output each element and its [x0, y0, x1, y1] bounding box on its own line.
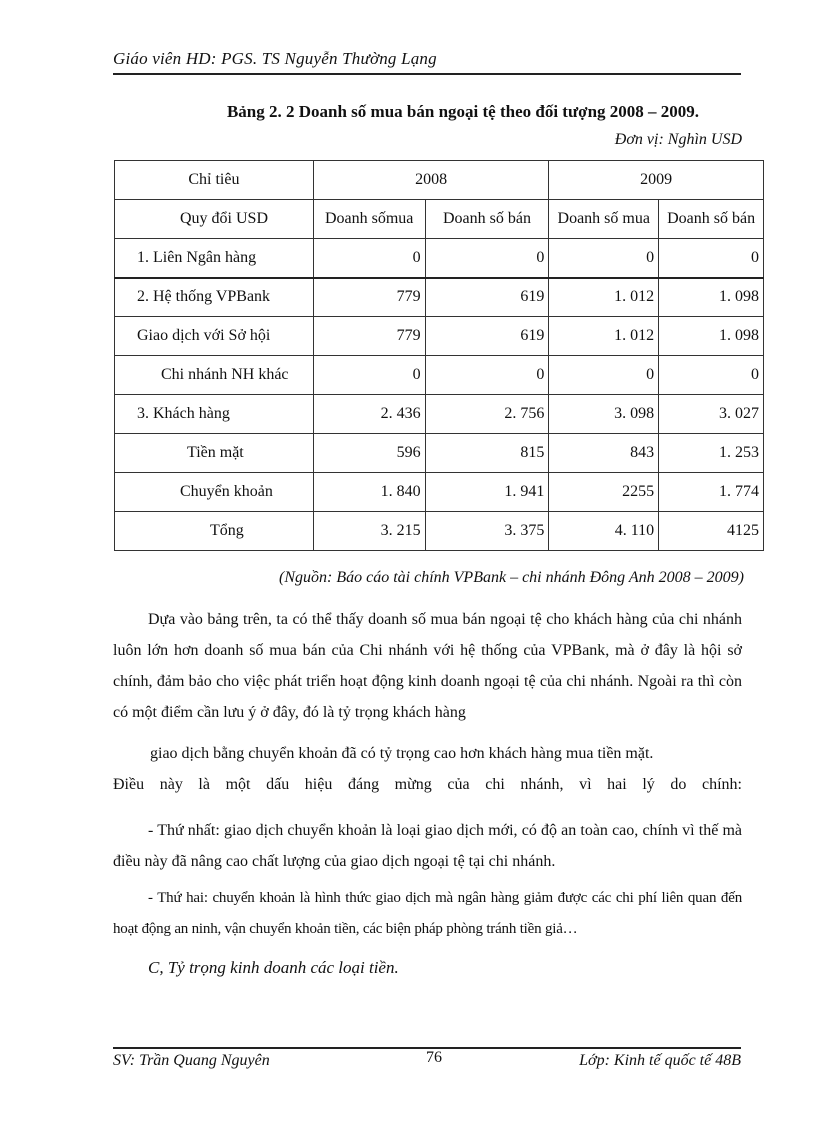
cell: 1. 098: [659, 317, 764, 356]
cell: 619: [425, 278, 549, 317]
cell: 0: [425, 356, 549, 395]
cell: 0: [659, 239, 764, 278]
table-row: [115, 317, 764, 356]
cell: 1. 840: [313, 473, 425, 512]
paragraph-line: giao dịch bằng chuyển khoản đã có tỷ trọng cao hơn khách hàng mua tiền mặt.: [150, 745, 654, 762]
paragraph: - Thứ hai: chuyển khoản là hình thức giao dịch mà ngân hàng giảm được các chi phí liên quan đến hoạt động an ninh, vận chuyển khoản tiền, các biện pháp phòng tránh tiền giả…: [113, 890, 742, 937]
row-label: Tổng: [115, 512, 314, 551]
cell: 1. 098: [659, 278, 764, 317]
table-row: [115, 356, 764, 395]
cell: 596: [313, 434, 425, 473]
row-label: 3. Khách hàng: [115, 395, 314, 434]
table-row: [115, 278, 764, 317]
table-unit: Đơn vị: Nghìn USD: [614, 131, 742, 148]
cell: 2. 756: [425, 395, 549, 434]
cell: 3. 375: [425, 512, 549, 551]
cell: 779: [313, 278, 425, 317]
table-row: [115, 395, 764, 434]
cell: 3. 098: [549, 395, 659, 434]
cell: 1. 012: [549, 278, 659, 317]
cell: 4. 110: [549, 512, 659, 551]
header-label: Chỉ tiêu: [115, 161, 314, 200]
table-header-row: [115, 161, 764, 200]
table-row: [115, 473, 764, 512]
cell: 619: [425, 317, 549, 356]
paragraph: - Thứ nhất: giao dịch chuyển khoản là loại giao dịch mới, có độ an toàn cao, chính vì thế mà điều này đã nâng cao chất lượng của giao dịch ngoại tệ tại chi nhánh.: [113, 822, 742, 870]
cell: 0: [659, 356, 764, 395]
header-year-2009: 2009: [549, 161, 764, 200]
paragraph-line: Điều này là một dấu hiệu đáng mừng của chi nhánh, vì hai lý do chính:: [113, 776, 742, 793]
cell: 4125: [659, 512, 764, 551]
cell: 1. 012: [549, 317, 659, 356]
paragraph: Dựa vào bảng trên, ta có thể thấy doanh số mua bán ngoại tệ cho khách hàng của chi nhánh luôn lớn hơn doanh số mua bán của Chi nhánh với hệ thống của VPBank, mà ở đây là hội sở chính, đảm bảo cho việc phát triển hoạt động kinh doanh ngoại tệ của chi nhánh. Ngoài ra thì còn có một điểm cần lưu ý ở đây, đó là tỷ trọng khách hàng: [113, 611, 742, 721]
table-row: [115, 239, 764, 278]
table-row: [115, 512, 764, 551]
cell: 1. 774: [659, 473, 764, 512]
section-subheading: C, Tỷ trọng kinh doanh các loại tiền.: [148, 958, 399, 977]
subheader-col: Doanh sốmua: [313, 200, 425, 239]
cell: 815: [425, 434, 549, 473]
row-label: Tiền mặt: [115, 434, 314, 473]
paragraph: [113, 738, 742, 800]
cell: 1. 253: [659, 434, 764, 473]
data-table: [114, 160, 764, 551]
page-number: 76: [426, 1049, 442, 1066]
row-label: Chuyển khoản: [115, 473, 314, 512]
subheader-col: Doanh số mua: [549, 200, 659, 239]
footer-student: SV: Trần Quang Nguyên: [113, 1052, 270, 1069]
table-row: [115, 434, 764, 473]
page-header: Giáo viên HD: PGS. TS Nguyễn Thường Lạng: [113, 49, 437, 68]
cell: 0: [313, 239, 425, 278]
header-divider: [113, 73, 741, 75]
cell: 3. 215: [313, 512, 425, 551]
cell: 2255: [549, 473, 659, 512]
row-label: Giao dịch với Sở hội: [115, 317, 314, 356]
header-year-2008: 2008: [313, 161, 549, 200]
cell: 0: [425, 239, 549, 278]
cell: 0: [549, 239, 659, 278]
cell: 0: [549, 356, 659, 395]
row-label: 1. Liên Ngân hàng: [115, 239, 314, 278]
cell: 0: [313, 356, 425, 395]
cell: 2. 436: [313, 395, 425, 434]
subheader-col: Doanh số bán: [659, 200, 764, 239]
footer-class: Lớp: Kinh tế quốc tế 48B: [579, 1052, 741, 1069]
row-label: Chi nhánh NH khác: [115, 356, 314, 395]
subheader-label: Quy đổi USD: [115, 200, 314, 239]
cell: 1. 941: [425, 473, 549, 512]
table-subheader-row: [115, 200, 764, 239]
subheader-col: Doanh số bán: [425, 200, 549, 239]
cell: 843: [549, 434, 659, 473]
cell: 3. 027: [659, 395, 764, 434]
table-source: (Nguồn: Báo cáo tài chính VPBank – chi nhánh Đông Anh 2008 – 2009): [279, 569, 744, 586]
cell: 779: [313, 317, 425, 356]
row-label: 2. Hệ thống VPBank: [115, 278, 314, 317]
table-title: Bảng 2. 2 Doanh số mua bán ngoại tệ theo đối tượng 2008 – 2009.: [226, 102, 700, 121]
